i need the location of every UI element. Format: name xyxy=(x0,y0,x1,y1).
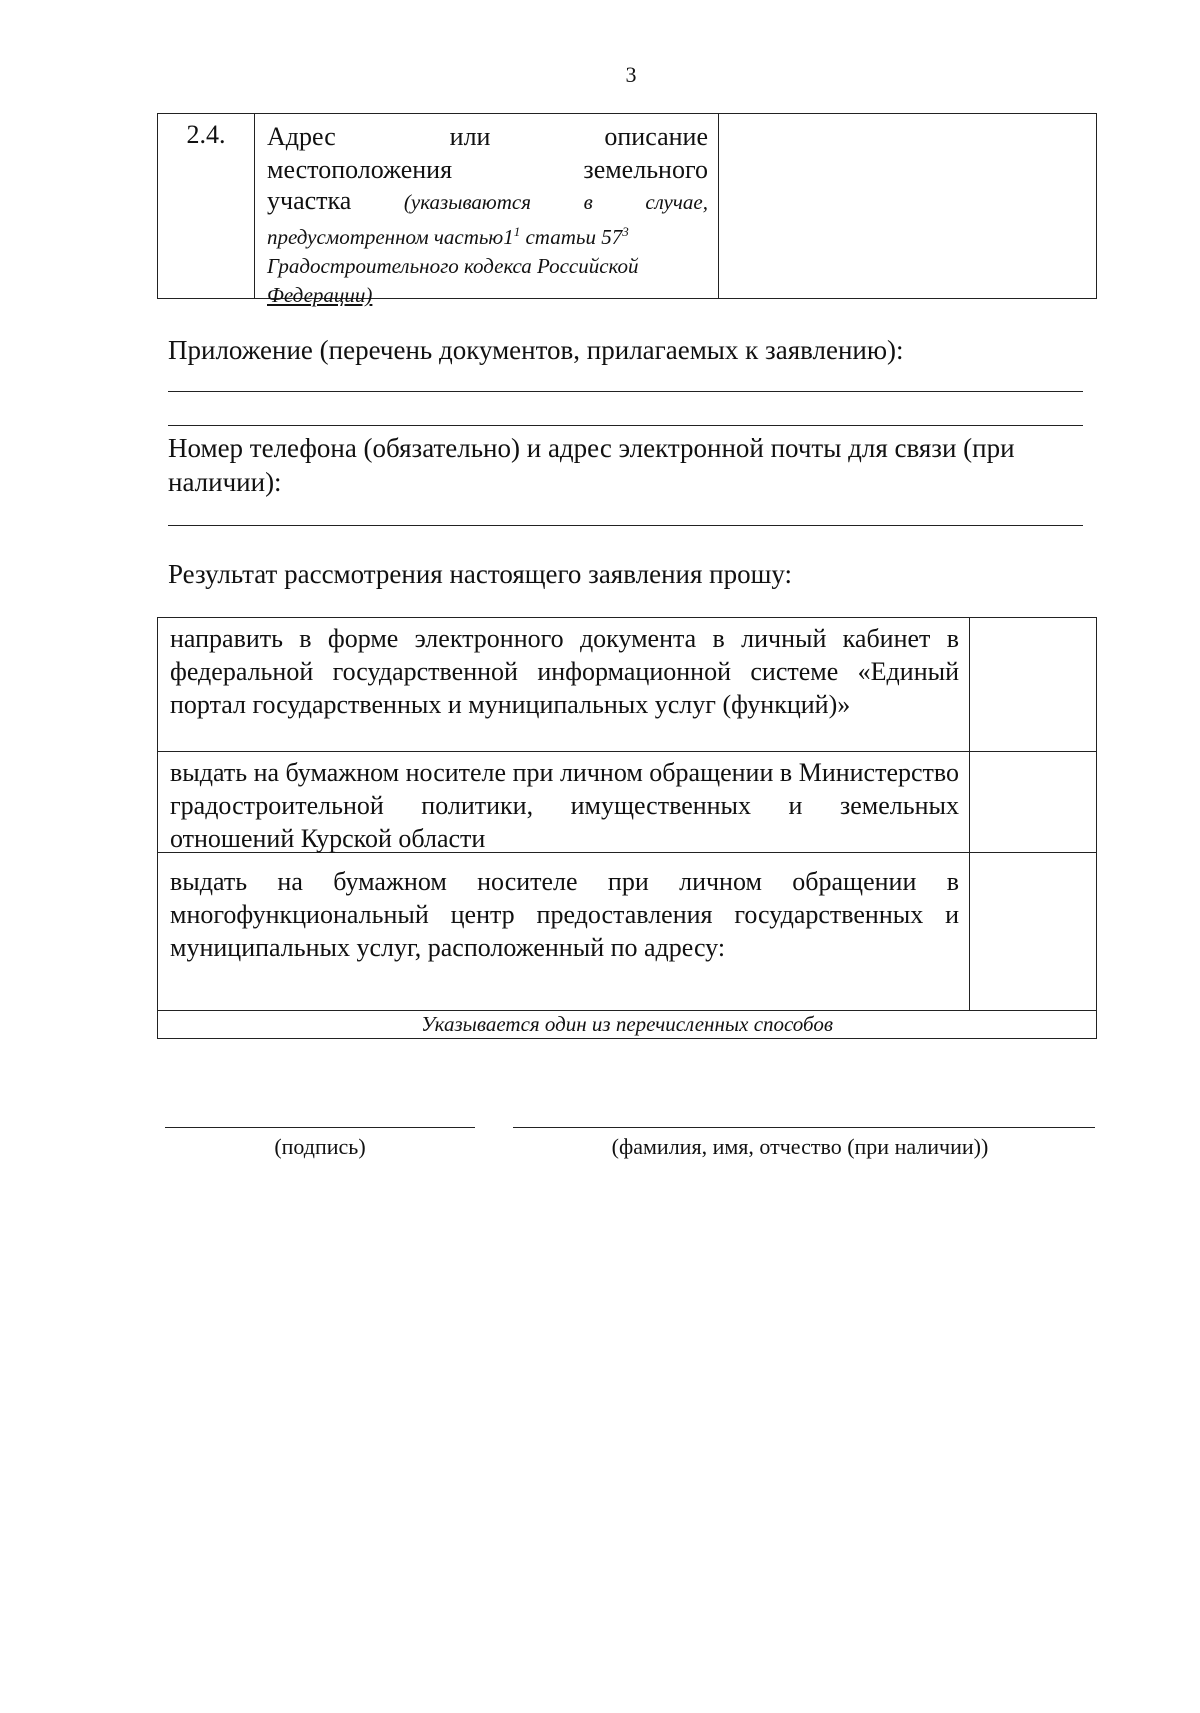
signature-caption: (подпись) xyxy=(274,1134,366,1159)
contact-label: Номер телефона (обязательно) и адрес электронной почты для связи (при наличии): xyxy=(168,433,1015,497)
full-name-line[interactable] xyxy=(513,1127,1095,1128)
method-checkbox[interactable] xyxy=(970,618,1096,751)
item-title-line-1 xyxy=(267,120,708,153)
method-row xyxy=(158,853,1096,1011)
note-text: статьи 57 xyxy=(520,225,623,249)
signature-line[interactable] xyxy=(165,1127,475,1128)
title-word: земельного xyxy=(583,155,708,184)
item-note-line-5: Градостроительного кодекса Российской xyxy=(267,254,639,278)
result-label: Результат рассмотрения настоящего заявления прошу: xyxy=(168,559,793,589)
item-note-line-6: Федерации) xyxy=(267,283,373,307)
method-text: направить в форме электронного документа в личный кабинет в федеральной государственной информационной системе «Единый портал государственных и муниципальных услуг (функций)» xyxy=(158,618,970,751)
method-text: выдать на бумажном носителе при личном обращении в Министерство градостроительной политики, имущественных и земельных отношений Курской области xyxy=(158,752,970,852)
note-word: случае, xyxy=(645,190,708,214)
item-row-table xyxy=(157,113,1097,307)
page-number: 3 xyxy=(625,62,637,87)
note-superscript: 1 xyxy=(513,224,521,239)
appendix-label: Приложение (перечень документов, прилагаемых к заявлению): xyxy=(168,335,904,365)
method-checkbox[interactable] xyxy=(970,853,1096,1010)
method-row xyxy=(158,752,1096,853)
item-note-line-4 xyxy=(267,217,708,252)
appendix-line-1[interactable] xyxy=(168,391,1083,392)
note-superscript: 3 xyxy=(622,224,629,239)
title-word: местоположения xyxy=(267,155,453,184)
item-title-line-3 xyxy=(267,186,708,217)
contact-line[interactable] xyxy=(168,525,1083,526)
item-description xyxy=(255,114,719,307)
title-word: описание xyxy=(604,122,708,151)
methods-note: Указывается один из перечисленных способов xyxy=(421,1012,833,1036)
method-checkbox[interactable] xyxy=(970,752,1096,852)
appendix-line-2[interactable] xyxy=(168,425,1083,426)
title-word: или xyxy=(449,122,491,151)
method-text: выдать на бумажном носителе при личном обращении в многофункциональный центр предоставления государственных и муниципальных услуг, расположенный по адресу: xyxy=(158,853,970,1010)
note-word: в xyxy=(583,190,593,214)
title-word: участка xyxy=(267,186,352,215)
item-title-line-2 xyxy=(267,153,708,186)
method-row xyxy=(158,618,1096,752)
note-text: предусмотренном частью1 xyxy=(267,225,514,249)
item-number: 2.4. xyxy=(158,114,255,298)
delivery-methods-table xyxy=(157,617,1097,1039)
title-word: Адрес xyxy=(267,122,336,151)
item-value-field[interactable] xyxy=(719,114,1096,298)
note-word: (указываются xyxy=(403,190,531,214)
full-name-caption: (фамилия, имя, отчество (при наличии)) xyxy=(611,1134,989,1159)
